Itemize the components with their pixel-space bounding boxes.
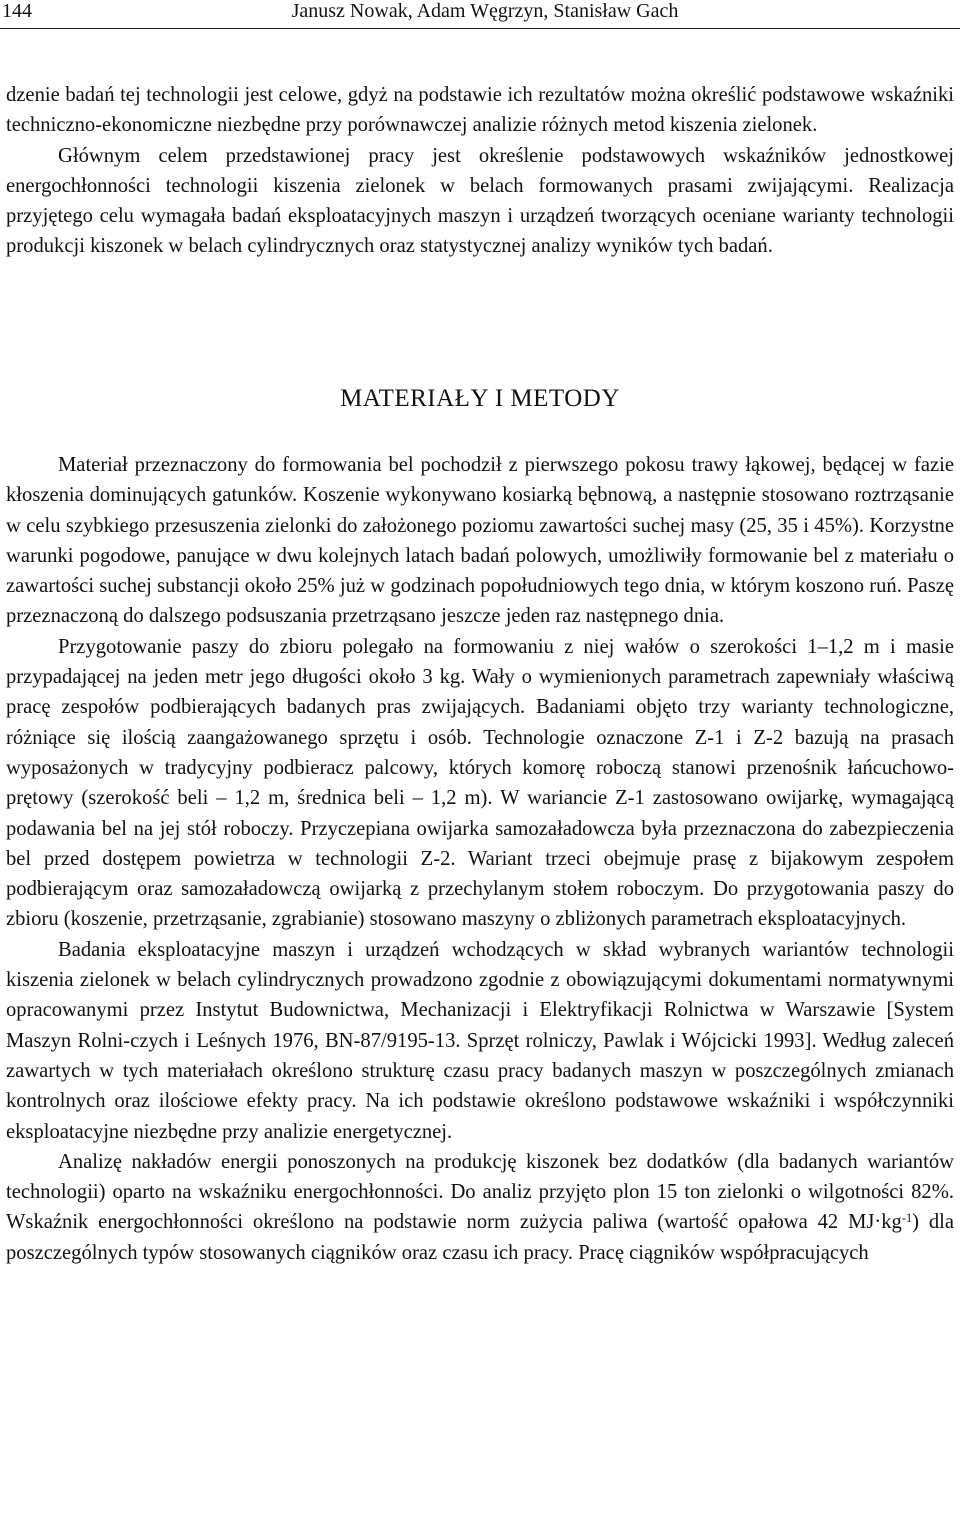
- intro-section: [6, 80, 954, 262]
- page-number: 144: [2, 0, 32, 22]
- paragraph-material: Materiał przeznaczony do formowania bel pochodził z pierwszego pokosu trawy łąkowej, będącej w fazie kłoszenia dominujących gatunków. Koszenie wykonywano kosiarką bębnową, a następnie stosowano roztrząsanie w celu szybkiego przesuszenia zielonki do założonego poziomu zawartości suchej masy (25, 35 i 45%). Korzystne warunki pogodowe, panujące w dwu kolejnych latach badań polowych, umożliwiły formowanie bel z materiału o zawartości suchej substancji około 25% już w godzinach popołudniowych tego dnia, w którym koszono ruń. Paszę przeznaczoną do dalszego podsuszania przetrząsano jeszcze jeden raz następnego dnia.: [6, 454, 954, 628]
- energy-text-after: ) dla poszczególnych typów stosowanych ciągników oraz czasu ich pracy. Pracę ciągników współpracujących: [6, 1211, 954, 1264]
- paragraph-energy-analysis: [6, 1147, 954, 1268]
- intro-paragraph: dzenie badań tej technologii jest celowe, gdyż na podstawie ich rezultatów można określić podstawowe wskaźniki techniczno-ekonomiczne niezbędne przy porównawczej analizie różnych metod kiszenia zielonek.: [6, 84, 954, 137]
- paragraph-preparation: Przygotowanie paszy do zbioru polegało na formowaniu z niej wałów o szerokości 1–1,2 m i masie przypadającej na jeden metr jego długości około 3 kg. Wały o wymienionych parametrach zapewniały właściwą pracę zespołów podbierających badanych pras zwijających. Badaniami objęto trzy warianty technologiczne, różniące się ilością zaangażowanego sprzętu i osób. Technologie oznaczone Z-1 i Z-2 bazują na prasach wyposażonych w tradycyjny podbieracz palcowy, których komorę roboczą stanowi przenośnik łańcuchowo-prętowy (szerokość beli – 1,2 m, średnica beli – 1,2 m). W wariancie Z-1 zastosowano owijarkę, wymagającą podawania bel na jej stół roboczy. Przyczepiana owijarka samozaładowcza była przeznaczona do zabezpieczenia bel przed dostępem powietrza w technologii Z-2. Wariant trzeci obejmuje prasę z bijakowym zespołem podbierającym oraz samozaładowczą owijarką z przechylanym stołem roboczym. Do przygotowania paszy do zbioru (koszenie, przetrząsanie, zgrabianie) stosowano maszyny o zbliżonych parametrach eksploatacyjnych.: [6, 635, 954, 931]
- unit-exponent: -1: [901, 1211, 913, 1226]
- methods-section: [6, 450, 954, 1268]
- running-header: [0, 0, 960, 29]
- goal-paragraph: Głównym celem przedstawionej pracy jest określenie podstawowych wskaźników jednostkowej energochłonności technologii kiszenia zielonek w belach formowanych prasami zwijającymi. Realizacja przyjętego celu wymagała badań eksploatacyjnych maszyn i urządzeń tworzących oceniane warianty technologii produkcji kiszonek w belach cylindrycznych oraz statystycznej analizy wyników tych badań.: [6, 144, 954, 258]
- energy-text-before: Analizę nakładów energii ponoszonych na produkcję kiszonek bez dodatków (dla badanych wariantów technologii) oparto na wskaźniku energochłonności. Do analiz przyjęto plon 15 ton zielonki o wilgotności 82%. Wskaźnik energochłonności określono na podstawie norm zużycia paliwa (wartość opałowa 42 MJ·kg: [6, 1150, 954, 1234]
- running-header-authors: Janusz Nowak, Adam Węgrzyn, Stanisław Gach: [291, 0, 679, 22]
- section-heading: MATERIAŁY I METODY: [340, 385, 620, 412]
- paragraph-research: Badania eksploatacyjne maszyn i urządzeń wchodzących w skład wybranych wariantów technologii kiszenia zielonek w belach cylindrycznych prowadzono zgodnie z obowiązującymi dokumentami normatywnymi opracowanymi przez Instytut Budownictwa, Mechanizacji i Elektryfikacji Rolnictwa w Warszawie [System Maszyn Rolni-czych i Leśnych 1976, BN-87/9195-13. Sprzęt rolniczy, Pawlak i Wójcicki 1993]. Według zaleceń zawartych w tych materiałach określono strukturę czasu pracy badanych maszyn w poszczególnych zmianach kontrolnych oraz ilościowe efekty pracy. Na ich podstawie określono podstawowe wskaźniki i współczynniki eksploatacyjne niezbędne przy analizie energetycznej.: [6, 938, 954, 1143]
